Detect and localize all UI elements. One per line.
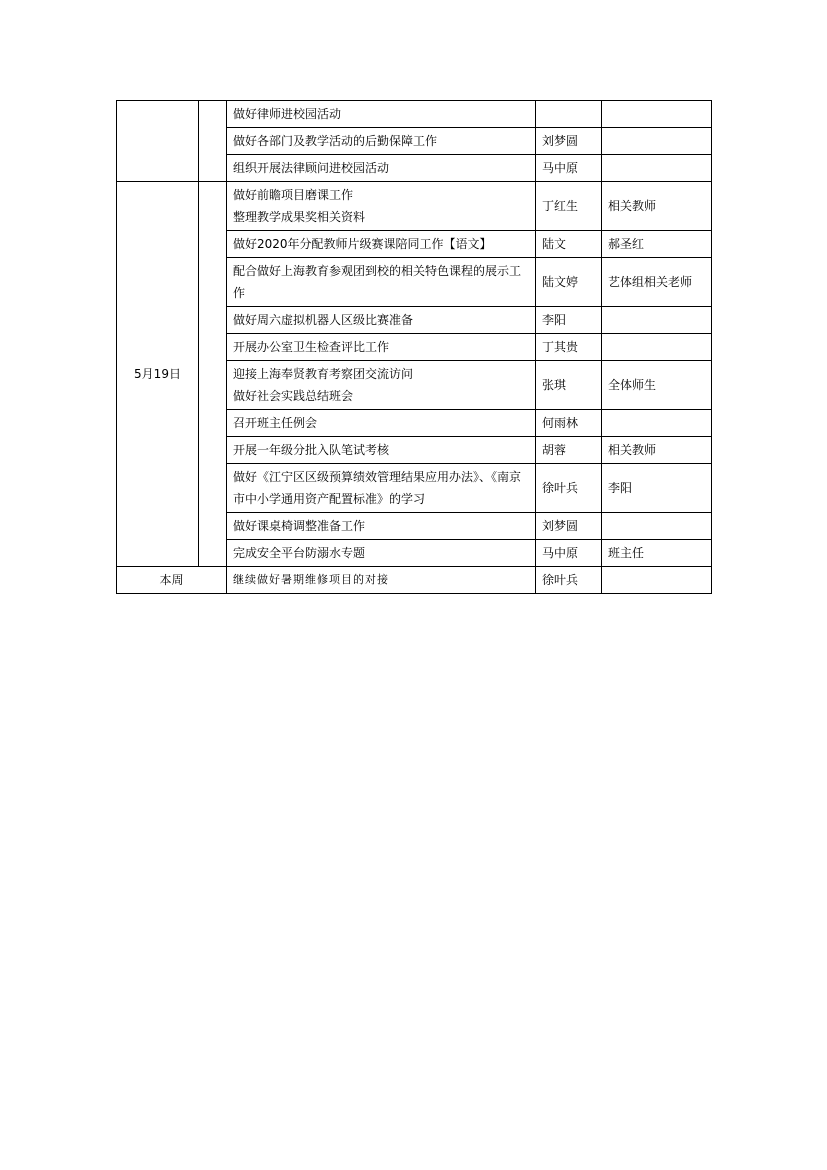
- others-cell: 全体师生: [602, 361, 712, 410]
- others-cell: [602, 128, 712, 155]
- others-cell: [602, 101, 712, 128]
- schedule-table: [116, 100, 712, 594]
- task-line: 做好前瞻项目磨课工作: [233, 188, 354, 202]
- person-cell: 刘梦圆: [536, 128, 602, 155]
- table-row: [117, 567, 712, 594]
- others-cell: [602, 307, 712, 334]
- others-cell: [602, 334, 712, 361]
- person-cell: 丁其贵: [536, 334, 602, 361]
- task-cell: [227, 513, 536, 540]
- task-line: 组织开展法律顾问进校园活动: [233, 161, 390, 175]
- task-cell: [227, 307, 536, 334]
- week-label-cell: 本周: [117, 567, 227, 594]
- task-line: 整理教学成果奖相关资料: [233, 210, 366, 224]
- date-cell-empty: [117, 101, 199, 182]
- task-line: 开展办公室卫生检查评比工作: [233, 340, 390, 354]
- task-cell: [227, 540, 536, 567]
- others-cell: 李阳: [602, 464, 712, 513]
- day-cell-empty: [199, 101, 227, 182]
- person-cell: 马中原: [536, 155, 602, 182]
- person-cell: 陆文婷: [536, 258, 602, 307]
- others-cell: 相关教师: [602, 437, 712, 464]
- person-cell: 刘梦圆: [536, 513, 602, 540]
- task-cell: 继续做好暑期维修项目的对接: [227, 567, 536, 594]
- others-cell: [602, 513, 712, 540]
- task-cell: [227, 334, 536, 361]
- person-cell: 张琪: [536, 361, 602, 410]
- task-line: 做好2020年分配教师片级赛课陪同工作【语文】: [233, 237, 492, 251]
- table-row: [117, 182, 712, 231]
- others-cell: 郝圣红: [602, 231, 712, 258]
- task-cell: [227, 155, 536, 182]
- person-cell: [536, 101, 602, 128]
- others-cell: [602, 410, 712, 437]
- task-line: 召开班主任例会: [233, 416, 318, 430]
- task-line: 完成安全平台防溺水专题: [233, 546, 366, 560]
- task-line: 开展一年级分批入队笔试考核: [233, 443, 390, 457]
- person-cell: 丁红生: [536, 182, 602, 231]
- task-cell: [227, 437, 536, 464]
- person-cell: 徐叶兵: [536, 567, 602, 594]
- task-cell: [227, 182, 536, 231]
- task-line: 做好各部门及教学活动的后勤保障工作: [233, 134, 438, 148]
- others-cell: [602, 567, 712, 594]
- task-line: 做好课桌椅调整准备工作: [233, 519, 366, 533]
- weekday-cell: [199, 182, 227, 567]
- table-row: [117, 101, 712, 128]
- others-cell: 艺体组相关老师: [602, 258, 712, 307]
- task-cell: [227, 128, 536, 155]
- task-line: 做好律师进校园活动: [233, 107, 342, 121]
- date-cell: 5月19日: [117, 182, 199, 567]
- task-line: 迎接上海奉贤教育考察团交流访问: [233, 367, 414, 381]
- person-cell: 徐叶兵: [536, 464, 602, 513]
- task-cell: [227, 361, 536, 410]
- task-line: 做好社会实践总结班会: [233, 389, 354, 403]
- others-cell: 班主任: [602, 540, 712, 567]
- person-cell: 胡蓉: [536, 437, 602, 464]
- person-cell: 马中原: [536, 540, 602, 567]
- task-line: 配合做好上海教育参观团到校的相关特色课程的展示工作: [233, 264, 522, 300]
- task-cell: [227, 101, 536, 128]
- others-cell: [602, 155, 712, 182]
- task-cell: [227, 231, 536, 258]
- person-cell: 陆文: [536, 231, 602, 258]
- person-cell: 李阳: [536, 307, 602, 334]
- task-line: 做好周六虚拟机器人区级比赛准备: [233, 313, 414, 327]
- task-cell: [227, 258, 536, 307]
- task-cell: [227, 464, 536, 513]
- person-cell: 何雨林: [536, 410, 602, 437]
- task-cell: [227, 410, 536, 437]
- task-line: 做好《江宁区区级预算绩效管理结果应用办法》、《南京市中小学通用资产配置标准》的学习: [233, 470, 522, 506]
- others-cell: 相关教师: [602, 182, 712, 231]
